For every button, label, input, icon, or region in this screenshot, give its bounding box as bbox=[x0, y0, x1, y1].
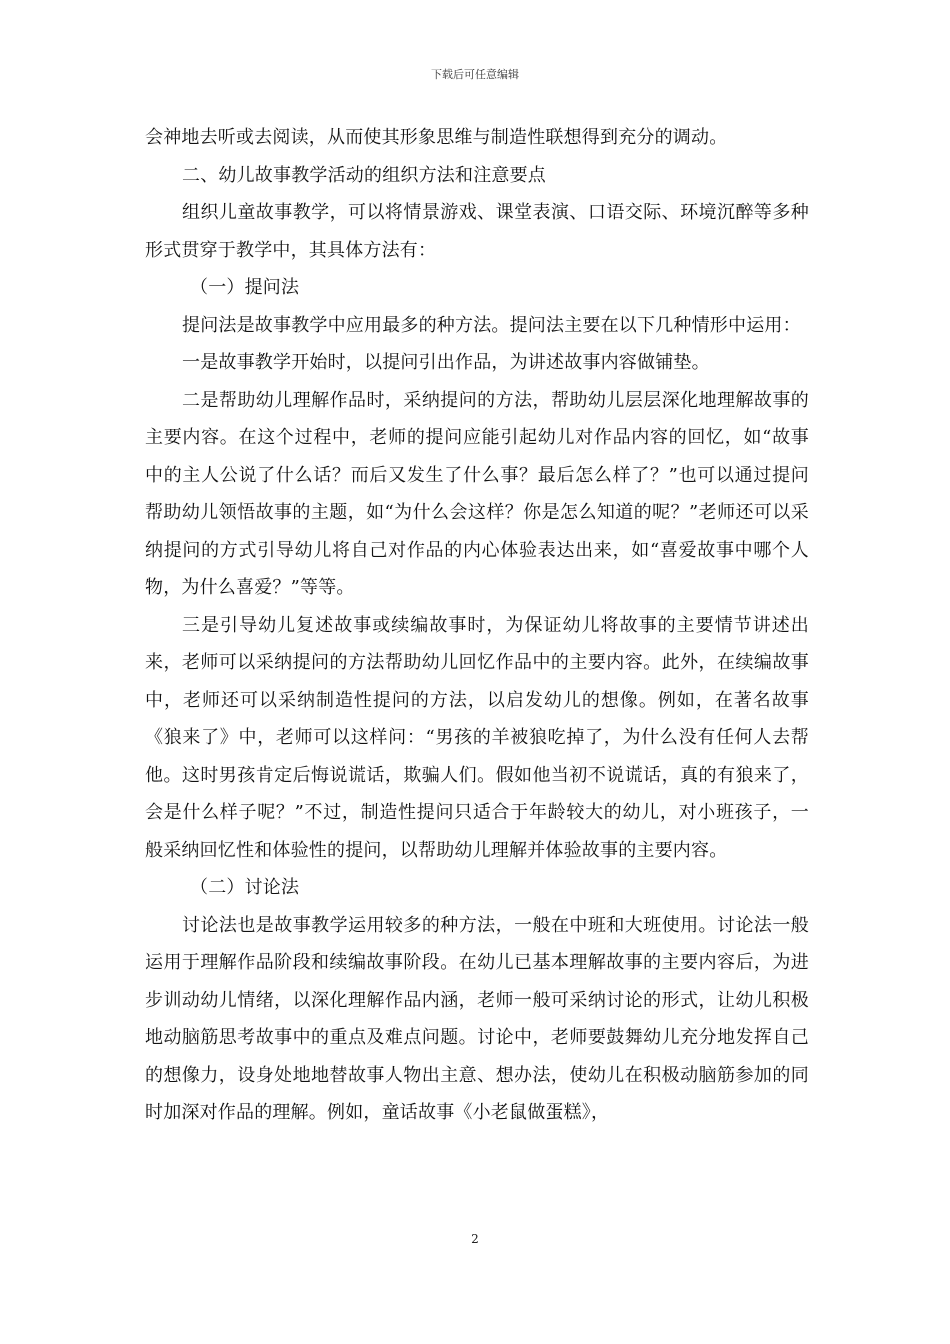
paragraph-point-one: 一是故事教学开始时，以提问引出作品，为讲述故事内容做铺垫。 bbox=[182, 352, 710, 373]
subsection-heading-questioning: （一）提问法 bbox=[190, 277, 300, 298]
page-header: 下载后可任意编辑 bbox=[431, 68, 519, 81]
subsection-heading-discussion: （二）讨论法 bbox=[190, 877, 300, 898]
document-body bbox=[145, 119, 809, 1132]
paragraph-continuation: 会神地去听或去阅读，从而使其形象思维与制造性联想得到充分的调动。 bbox=[145, 127, 728, 148]
paragraph-discussion: 讨论法也是故事教学运用较多的种方法，一般在中班和大班使用。讨论法一般运用于理解作品阶段和续编故事阶段。在幼儿已基本理解故事的主要内容后，为进步训动幼儿情绪，以深化理解作品内涵，老师一般可采纳讨论的形式，让幼儿积极地动脑筋思考故事中的重点及难点问题。讨论中，老师要鼓舞幼儿充分地发挥自己的想像力，设身处地地替故事人物出主意、想办法，使幼儿在积极动脑筋参加的同时加深对作品的理解。例如，童话故事《小老鼠做蛋糕》， bbox=[145, 914, 809, 1123]
paragraph-intro: 组织儿童故事教学，可以将情景游戏、课堂表演、口语交际、环境沉醉等多种形式贯穿于教学中，其具体方法有： bbox=[145, 202, 809, 261]
section-heading: 二、幼儿故事教学活动的组织方法和注意要点 bbox=[182, 164, 546, 186]
paragraph-questioning-overview: 提问法是故事教学中应用最多的种方法。提问法主要在以下几种情形中运用： bbox=[182, 314, 801, 336]
paragraph-point-two: 二是帮助幼儿理解作品时，采纳提问的方法，帮助幼儿层层深化地理解故事的主要内容。在这个过程中，老师的提问应能引起幼儿对作品内容的回忆，如“故事中的主人公说了什么话？而后又发生了什么事？最后怎么样了？”也可以通过提问帮助幼儿领悟故事的主题，如“为什么会这样？你是怎么知道的呢？”老师还可以采纳提问的方式引导幼儿将自己对作品的内心体验表达出来，如“喜爱故事中哪个人物，为什么喜爱？”等等。 bbox=[145, 389, 809, 598]
paragraph-point-three: 三是引导幼儿复述故事或续编故事时，为保证幼儿将故事的主要情节讲述出来，老师可以采纳提问的方法帮助幼儿回忆作品中的主要内容。此外，在续编故事中，老师还可以采纳制造性提问的方法，以启发幼儿的想像。例如，在著名故事《狼来了》中，老师可以这样问：“男孩的羊被狼吃掉了，为什么没有任何人去帮他。这时男孩肯定后悔说谎话，欺骗人们。假如他当初不说谎话，真的有狼来了，会是什么样子呢？”不过，制造性提问只适合于年龄较大的幼儿，对小班孩子，一般采纳回忆性和体验性的提问，以帮助幼儿理解并体验故事的主要内容。 bbox=[145, 614, 809, 861]
page-number: 2 bbox=[471, 1232, 479, 1246]
